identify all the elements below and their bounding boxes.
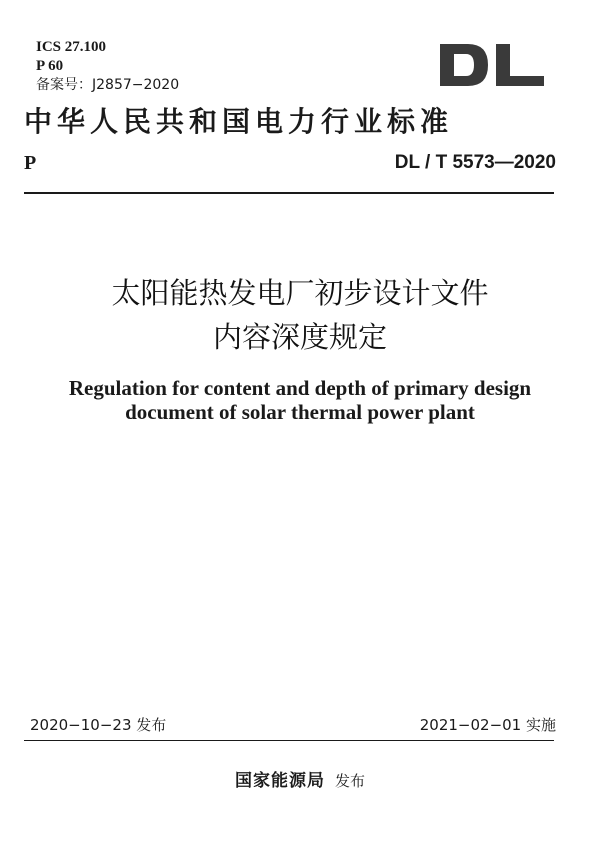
dl-logo-icon — [438, 42, 546, 88]
publisher-line — [0, 766, 600, 791]
title-en-line2: document of solar thermal power plant — [125, 400, 475, 424]
classification-code: P — [24, 152, 37, 174]
title-en-line1: Regulation for content and depth of primary design — [68, 376, 532, 400]
title-zh-line1: 太阳能热发电厂初步设计文件 — [111, 276, 489, 310]
publisher-action: 发布 — [334, 772, 365, 790]
title-zh-line2: 内容深度规定 — [212, 320, 387, 354]
organization-title: 中华人民共和国电力行业标准 — [24, 105, 454, 138]
footer-divider — [24, 740, 554, 741]
record-number: 备案号：J2857−2020 — [36, 77, 180, 93]
publisher-name: 国家能源局 — [234, 771, 325, 791]
ccs-code: P 60 — [36, 58, 64, 74]
ics-code: ICS 27.100 — [36, 39, 107, 55]
issue-date: 2020−10−23 发布 — [30, 716, 167, 734]
meta-block — [36, 38, 179, 95]
standard-number: DL / T 5573—2020 — [394, 152, 556, 173]
header-divider — [24, 192, 554, 194]
implementation-date: 2021−02−01 实施 — [419, 716, 556, 734]
